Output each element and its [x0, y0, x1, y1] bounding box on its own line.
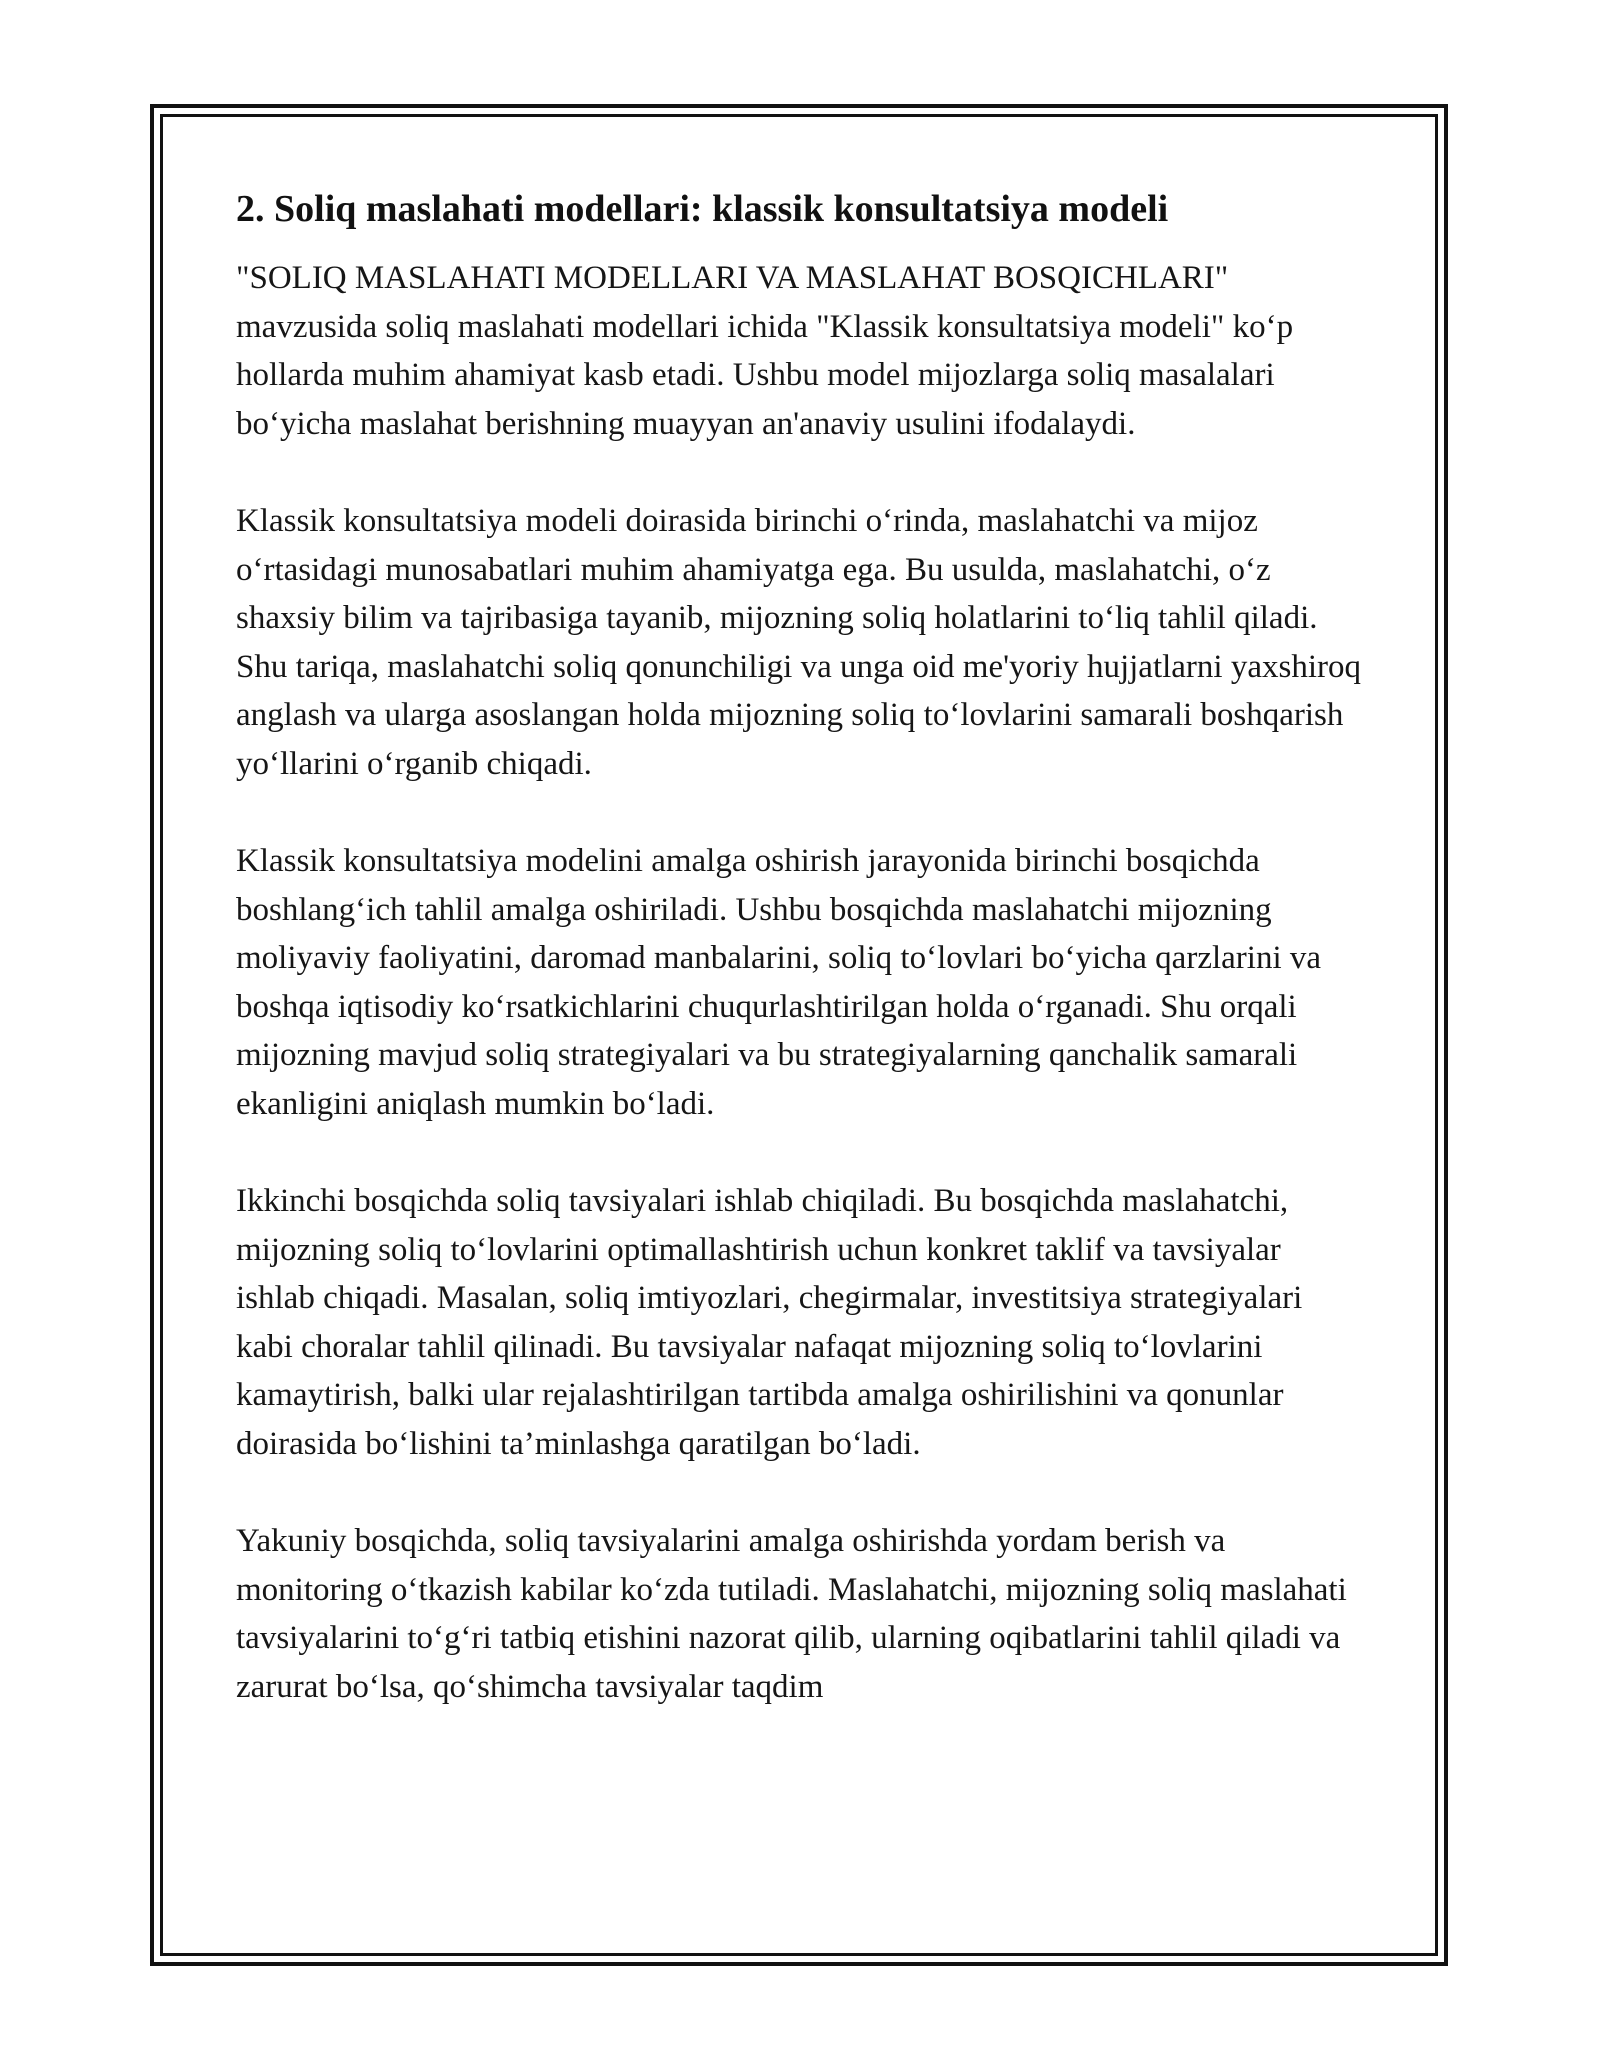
paragraph-initial-analysis: Klassik konsultatsiya modelini amalga oshirish jarayonida birinchi bosqichda boshlang‘ich tahlil amalga oshiriladi. Ushbu bosqichda maslahatchi mijozning moliyaviy faoliyatini, daromad manbalarini, soliq to‘lovlari bo‘yicha qarzlarini va boshqa iqtisodiy ko‘rsatkichlarini chuqurlashtirilgan holda o‘rganadi. Shu orqali mijozning mavjud soliq strategiyalari va bu strategiyalarning qanchalik samarali ekanligini aniqlash mumkin bo‘ladi. — [236, 843, 1322, 1122]
section-heading: 2. Soliq maslahati modellari: klassik konsultatsiya modeli — [236, 188, 1169, 230]
paragraph-intro: "SOLIQ MASLAHATI MODELLARI VA MASLAHAT BOSQICHLARI" mavzusida soliq maslahati modellari ichida "Klassik konsultatsiya modeli" ko‘p hollarda muhim ahamiyat kasb etadi. Ushbu model mijozlarga soliq masalalari bo‘yicha maslahat berishning muayyan an'anaviy usulini ifodalaydi. — [236, 260, 1294, 442]
paragraph-recommendations: Ikkinchi bosqichda soliq tavsiyalari ishlab chiqiladi. Bu bosqichda maslahatchi, mijozning soliq to‘lovlarini optimallashtirish uchun konkret taklif va tavsiyalar ishlab chiqadi. Masalan, soliq imtiyozlari, chegirmalar, investitsiya strategiyalari kabi choralar tahlil qilinadi. Bu tavsiyalar nafaqat mijozning soliq to‘lovlarini kamaytirish, balki ular rejalashtirilgan tartibda amalga oshirilishini va qonunlar doirasida bo‘lishini ta’minlashga qaratilgan bo‘ladi. — [236, 1183, 1303, 1462]
paragraph-final-stage: Yakuniy bosqichda, soliq tavsiyalarini amalga oshirishda yordam berish va monitoring o‘tkazish kabilar ko‘zda tutiladi. Maslahatchi, mijozning soliq maslahati tavsiyalarini to‘g‘ri tatbiq etishini nazorat qilib, ularning oqibatlarini tahlil qiladi va zarurat bo‘lsa, qo‘shimcha tavsiyalar taqdim — [236, 1523, 1347, 1705]
paragraph-relationship: Klassik konsultatsiya modeli doirasida birinchi o‘rinda, maslahatchi va mijoz o‘rtasidagi munosabatlari muhim ahamiyatga ega. Bu usulda, maslahatchi, o‘z shaxsiy bilim va tajribasiga tayanib, mijozning soliq holatlarini to‘liq tahlil qiladi. Shu tariqa, maslahatchi soliq qonunchiligi va unga oid me'yoriy hujjatlarni yaxshiroq anglash va ularga asoslangan holda mijozning soliq to‘lovlarini samarali boshqarish yo‘llarini o‘rganib chiqadi. — [236, 503, 1361, 782]
document-body — [236, 186, 1366, 1711]
